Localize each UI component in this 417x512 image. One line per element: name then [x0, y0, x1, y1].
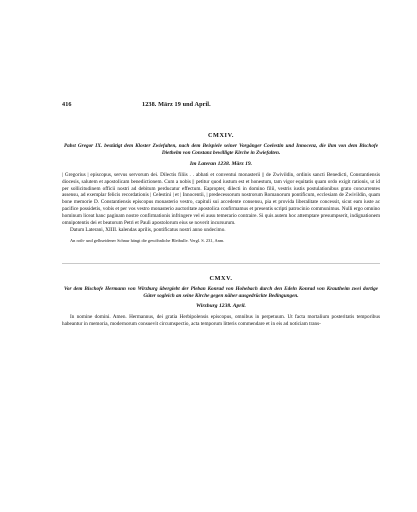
page-number: 416	[62, 101, 72, 108]
document-body	[62, 172, 380, 235]
document-place-date: Im Lateran 1238. März 19.	[189, 160, 253, 167]
running-header	[62, 100, 380, 109]
body-paragraph: | Gregorius | episcopus, servus servorum dei. Dilectis filiis . . abbati et conventui monasterii || de Zwivildin, ordinis sancti Benedicti, Constantiensis diocesis, salutem et apostolicam benedictionem. Cum a nobis || petitur quod iustum est et honestum, tam vigor equitatis quam ordo exigit rationis, ut id per sollicitudinem officii nostri ad debitum perducatur effectum. Eapropter, dilecti in domino filii, vestris iustis postulationibus grato concurrentes assensu, ad exemplar felicis recordationis | Celestini | et | Innocentii, | predecessorum nostrorum Romanorum pontificum, ecclesiam de Zwivildin, quam bone memorie D. Constantiensis episcopus monasterio vestro, capituli sui accedente consensu, pia et provida liberalitate concessit, sicut eam iuste ac pacifice possidetis, vobis et per vos vestro monasterio auctoritate apostolica confirmamus et presentis scripti patrocinio communimus. Nulli ergo omnino hominum liceat hanc paginam nostre confirmationis infringere vel ei ausu temerario contraire. Si quis autem hoc attemptare presumpserit, indignationem omnipotentis dei et beatorum Petri et Pauli apostolorum eius se noverit incursurum.	[62, 171, 380, 227]
document-place-date-2: Wirzburg 1238. April.	[196, 302, 246, 309]
running-title: 1238. März 19 und April.	[142, 101, 211, 108]
document-summary-2: Vor dem Bischofe Hermann von Wirzburg übergiebt der Pleban Konrad von Hohebach durch den Edeln Konrad von Krautheim zwei dortige Güter sogleich an seine Kirche gegen näher ausgedrückte Bedingungen.	[64, 286, 378, 299]
seal-note: An roth- und gelbseidener Schnur hängt die gewöhnliche Bleibulle. Vergl. S. 231, Anm.	[70, 238, 225, 244]
document-page	[62, 100, 380, 328]
document-summary: Pabst Gregor IX. bestätigt dem Kloster Zwiefalten, nach dem Beispiele seiner Vorgänger Coelestin und Innocenz, die ihm von dem Bischofe Diethelm von Constanz bewilligte Kirche in Zwiefalten.	[64, 143, 378, 156]
document-numeral: CMXIV.	[207, 132, 234, 139]
document-numeral-2: CMXV.	[209, 275, 233, 283]
body-paragraph-2: In nomine domini. Amen. Hermannus, dei gratia Herbipolensis episcopus, omnibus in perpetuum. Ut facta mortalium posteritatis temporibus habeantur in memoria, modernorum consuevit circumspectio, acta temporum litteris commendare et in eis ad noticiam trans-	[62, 313, 380, 327]
document-body-2	[62, 314, 380, 328]
dating-clause: Datum Laterani, XIIII. kalendas aprilis, pontificatus nostri anno undecimo.	[70, 227, 226, 234]
